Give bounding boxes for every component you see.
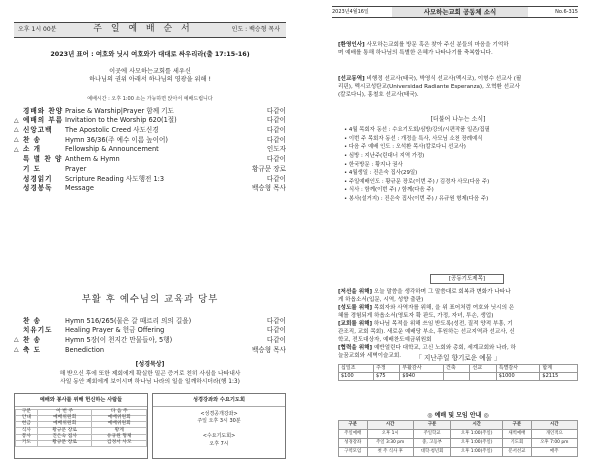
order-label: 성경봉독 xyxy=(23,184,53,193)
order-row xyxy=(14,125,286,135)
order-leader: 다같이 xyxy=(266,106,286,115)
table-cell: 오후 1시 xyxy=(367,430,413,439)
table-cell xyxy=(444,373,470,381)
bible-study-box-title: 성경강좌와 수요기도회 xyxy=(153,394,285,407)
order-row xyxy=(14,316,286,326)
table-cell: 예배위원회 xyxy=(37,415,92,421)
order-content: Invitation to the Worship 620(1절) xyxy=(65,116,177,125)
order-leader: 다같이 xyxy=(266,135,286,144)
news-list xyxy=(344,126,580,204)
table-cell: $1000 xyxy=(496,373,540,381)
table-row xyxy=(339,373,578,381)
table-cell: $940 xyxy=(400,373,444,381)
line-text: (칼로다니), 홍철호 선교사(태국). xyxy=(338,91,419,98)
table-cell: 합계 xyxy=(540,365,578,373)
text-line xyxy=(338,84,578,92)
mission-paragraph xyxy=(338,76,578,100)
order-label: 기 도 xyxy=(23,164,42,173)
welcome-paragraph xyxy=(338,42,578,58)
order-leader: 다같이 xyxy=(266,316,286,325)
meditation-verse xyxy=(14,370,286,387)
table-cell: 시간 xyxy=(367,421,413,430)
list-item: • 4월생일 : 진은숙 집사(29일) xyxy=(344,170,418,177)
info-line: 오후 7시 xyxy=(209,440,229,447)
order-leader: 백승형 목사 xyxy=(252,345,286,354)
order-row xyxy=(14,106,286,116)
order-label: 특 별 찬 양 xyxy=(23,155,63,164)
table-cell: 구역모임 xyxy=(339,448,368,457)
list-item: • 다음 주 예배 인도 : 오석환 목사(칼로다니 선교사) xyxy=(344,144,466,151)
servants-box-title: 예배와 봉사를 위해 헌신하는 사람들 xyxy=(15,394,147,407)
order-leader: 황규문 장로 xyxy=(252,164,286,173)
standing-mark: △ xyxy=(14,346,19,354)
section-tag: [저선을 위해] xyxy=(338,289,373,295)
table-cell: 건축 xyxy=(444,365,470,373)
order-content: Benediction xyxy=(65,345,105,354)
offering-table xyxy=(338,364,578,381)
order-row xyxy=(14,335,286,345)
meeting-table xyxy=(338,420,578,457)
table-cell: 오후 7:00 pm xyxy=(531,439,577,448)
closing-order-list xyxy=(14,316,286,355)
meeting-title: ◎ 예배 및 모임 안내 ◎ xyxy=(427,412,489,419)
table-row xyxy=(16,440,147,446)
line-text: 관조직, 교회 목회). 새로운 예배당 부소, 후원하는 선교지역과 선교사, 신 xyxy=(338,328,515,335)
table-cell: 이 번 주 xyxy=(37,409,92,415)
order-content: Hymn 516/265(물은 갈 때르리 의의 길을) xyxy=(65,316,192,325)
section-tag: [협력을 위해] xyxy=(338,344,373,351)
service-leader: 인도 : 백승형 목사 xyxy=(231,26,280,34)
table-cell: 구분 xyxy=(339,421,368,430)
order-leader: 다같이 xyxy=(266,336,286,345)
table-cell: 십일조 xyxy=(339,365,374,373)
table-cell: 특별감사 xyxy=(496,365,540,373)
order-label: 예배의 부름 xyxy=(23,116,64,125)
order-content: Hymn 5장(이 천지간 만물들아, 5행) xyxy=(65,336,173,345)
prayer-title-box: [공동기도제목] xyxy=(430,274,504,284)
order-row xyxy=(14,184,286,194)
standing-mark: △ xyxy=(14,126,19,134)
table-cell: 시간 xyxy=(451,421,503,430)
table-cell: $2115 xyxy=(540,373,578,381)
line-text: 비행정 선교사(태국), 박영식 선교사(멕시코), 이형수 선교사 (필 xyxy=(364,76,522,82)
text-line xyxy=(338,42,578,50)
line-text: 사모하는교회를 방문 혹은 찾아 주신 분들의 마음을 기억하 xyxy=(364,42,509,48)
text-line xyxy=(338,92,578,100)
news-header-title: 사모하는교회 공동체 소식 xyxy=(392,7,528,17)
prayer-paragraph xyxy=(338,289,578,360)
line-text: 오늘 말씀을 생각하며 그 말씀대로 회복과 변화가 나타나 xyxy=(372,289,511,295)
order-leader: 다같이 xyxy=(266,326,286,335)
list-item: • 심방 : 지난주(린대너 지역 가정) xyxy=(344,152,425,159)
table-cell: 시간 xyxy=(531,421,577,430)
info-line: 주일 오후 3시 30분 xyxy=(197,418,241,424)
section-tag: [성도를 위해] xyxy=(338,304,373,311)
order-row xyxy=(14,164,286,174)
sermon-title: 부활 후 예수님의 교육과 당부 xyxy=(81,294,219,305)
order-leader: 다같이 xyxy=(266,155,286,164)
order-content: Healing Prayer & 헌금 Offering xyxy=(65,326,165,335)
list-item: • 4월 목회자 동선 : 수요기도회/심방/강의/시편작품 일존/집필 xyxy=(344,127,490,133)
table-row xyxy=(339,430,578,439)
service-time: 오후 1시 00분 xyxy=(18,26,57,34)
list-item: • 이번 주 목회자 동선 : 개정을 특사, 사모님 소천 장례예식 xyxy=(344,135,483,142)
table-cell: 선교 xyxy=(470,365,496,373)
table-row xyxy=(339,365,578,373)
text-line xyxy=(338,345,578,353)
text-line xyxy=(338,305,578,313)
table-cell: 주일 3:30 pm xyxy=(367,439,413,448)
list-item: • 주일예배인도 : 황규문 장로(이번 주) / 김경자 사모(다음 주) xyxy=(344,178,490,185)
order-label: 소 개 xyxy=(23,145,42,154)
order-label: 찬 송 xyxy=(23,316,42,325)
section-tag: [교회를 위해] xyxy=(338,320,373,327)
order-label: 찬 송 xyxy=(23,336,42,345)
table-header-row xyxy=(339,421,578,430)
list-item: • 한국방문 : 황지나 권사 xyxy=(344,161,403,168)
text-line xyxy=(338,321,578,329)
worship-order-title: 주 일 예 배 순 서 xyxy=(93,24,193,35)
standing-mark: △ xyxy=(14,145,19,153)
table-cell: 안내 xyxy=(16,415,38,421)
order-leader: 인도자 xyxy=(266,145,286,154)
news-title: [더불어 나누는 소식] xyxy=(430,116,486,123)
text-line xyxy=(338,50,578,58)
text-line xyxy=(338,313,578,321)
table-cell: 구분 xyxy=(16,409,38,415)
servants-box xyxy=(14,393,148,459)
table-cell: 부활감사 xyxy=(400,365,444,373)
order-label: 경배와 찬양 xyxy=(23,106,64,115)
order-row xyxy=(14,145,286,155)
order-row xyxy=(14,326,286,336)
servants-table xyxy=(15,409,147,448)
table-cell: 식사 xyxy=(16,428,38,434)
order-label: 찬 송 xyxy=(23,135,42,144)
info-line: <수요기도회> xyxy=(202,433,236,439)
order-row xyxy=(14,154,286,164)
table-cell: 오후 1:00(주일) xyxy=(451,430,503,439)
table-cell: 대학·청년회 xyxy=(413,448,450,457)
order-content: Scripture Reading 사도행전 1:3 xyxy=(65,174,165,183)
table-cell: 중, 고등부 xyxy=(413,439,450,448)
bulletin-right-page xyxy=(300,0,600,464)
intro-line: 이곳에 사모하는교회를 세우신 xyxy=(109,68,191,75)
order-label: 축 도 xyxy=(23,345,42,354)
table-cell: 문서선교 xyxy=(503,448,532,457)
standing-mark: △ xyxy=(14,336,19,344)
year-motto: 2023년 표어 : 여호와 닛시 여호와가 대대로 싸우리라(출 17:15-16) xyxy=(50,50,250,58)
table-cell: 헌금 xyxy=(16,422,38,428)
table-cell: 구분 xyxy=(503,421,532,430)
section-tag: [선교동역] xyxy=(338,76,365,82)
order-row xyxy=(14,345,286,355)
table-cell: 진은숙 집사 xyxy=(37,434,92,440)
order-content: Hymn 36/36(주 예수 이름 높이어) xyxy=(65,135,168,144)
line-text: 며 예배를 통해 하나님의 특별한 은혜가 나타나기를 축복합니다. xyxy=(338,49,493,56)
order-content: Fellowship & Announcement xyxy=(65,145,159,154)
table-cell: 유규원 형제 xyxy=(92,434,147,440)
line-text: 예반얼린다 대학교, 고신 노회와 총회, 세계교회와 나라, 하 xyxy=(372,344,516,351)
intro-line: 하나님의 권위 아래서 하나님의 영광을 위해 ! xyxy=(89,76,211,84)
order-label: 치유기도 xyxy=(23,326,53,335)
table-cell: 황규문 장로 xyxy=(37,428,92,434)
table-cell: 예배위원회 xyxy=(92,415,147,421)
table-cell: 예배위원회 xyxy=(37,422,92,428)
text-line xyxy=(338,289,578,297)
verse-title: [성경묵상] xyxy=(135,361,165,368)
table-cell: $75 xyxy=(374,373,400,381)
line-text: 늘꿈교회와 세벽이슬교회. xyxy=(338,352,401,359)
verse-line: 사일 동안 제회에게 보이시며 하나님 나라의 일을 일깨하시더라(행 1:3) xyxy=(60,379,240,386)
table-row xyxy=(339,439,578,448)
order-label: 신앙고백 xyxy=(23,126,53,135)
text-line xyxy=(338,329,578,337)
table-cell: $100 xyxy=(339,373,374,381)
offering-title: 「 지난주일 향기로운 예물 」 xyxy=(415,354,501,362)
list-item: • 봉사(설거지) : 진은숙 집사(이번 주) / 유규원 형제(다음 주) xyxy=(344,196,489,203)
table-cell: 기도회 xyxy=(503,439,532,448)
line-text: 하나님 목적을 위해 쓰임 받도록(성전, 질적 양적 부흥, 기 xyxy=(372,320,513,327)
order-leader: 백승형 목사 xyxy=(252,184,286,193)
table-cell: 주정 xyxy=(374,365,400,373)
section-tag: [환영인사] xyxy=(338,42,365,48)
text-line xyxy=(338,76,578,84)
line-text: 게 하옵소서(입문, 시역, 성향 출판) xyxy=(338,296,424,303)
table-cell: 황규문 장로 xyxy=(37,440,92,446)
order-leader: 다같이 xyxy=(266,116,286,125)
news-header xyxy=(332,6,578,18)
table-cell: 첫 주 식사 후 xyxy=(367,448,413,457)
table-cell: 봉사 xyxy=(16,434,38,440)
table-cell: 주일학교 xyxy=(413,430,450,439)
table-cell: 구분 xyxy=(413,421,450,430)
standing-mark: △ xyxy=(14,136,19,144)
worship-order-header xyxy=(14,22,286,38)
info-line: <성경공개강좌> xyxy=(200,410,238,417)
table-cell: 주일예배 xyxy=(339,430,368,439)
bible-study-info xyxy=(153,407,285,449)
verse-line: 해 받으신 후에 또한 제회에게 확실한 밀곤 증거로 친히 사심을 나타내사 xyxy=(59,371,241,377)
line-text: 리핀), 멕시코성탄교(Universidad Radiante Esperanza), 오혁환 선교사 xyxy=(338,83,520,90)
table-cell: 오후 1:00(주일) xyxy=(451,439,503,448)
table-row xyxy=(339,448,578,457)
standing-mark: △ xyxy=(14,116,19,124)
table-cell: 오후 1:00(주일) xyxy=(451,448,503,457)
order-leader: 다같이 xyxy=(266,174,286,183)
order-row xyxy=(14,174,286,184)
worship-note: 예배시간 : 오후 1:00 소는 가능하면 앉아서 예배드립니다 xyxy=(87,96,213,102)
order-leader: 다같이 xyxy=(266,126,286,135)
info-line xyxy=(153,426,285,434)
order-content: Message xyxy=(65,184,94,193)
table-cell xyxy=(470,373,496,381)
text-line xyxy=(338,337,578,345)
worship-order-list xyxy=(14,106,286,193)
bulletin-number: No.6-315 xyxy=(555,8,578,15)
order-content: Praise & Warship|Prayer 함께 기도 xyxy=(65,106,174,115)
church-intro xyxy=(30,68,270,85)
line-text: 혜를 경험되게 하옵소서(영토자 확 판도, 가정, 자녀, 투손, 생업) xyxy=(338,312,494,319)
table-cell: 새벽예배 xyxy=(503,430,532,439)
list-item: • 식사 : 함께(이번 주) / 함께(다음 주) xyxy=(344,187,434,194)
table-cell: 다 음 주 xyxy=(92,409,147,415)
order-content: Anthem & Hymn xyxy=(65,155,120,164)
table-cell: 매주 xyxy=(531,448,577,457)
line-text: 목회자와 사역자를 위해, 을 위 표어처럼 여호와 닛시의 은 xyxy=(372,304,515,311)
order-content: The Apostolic Creed 사도신경 xyxy=(65,126,159,135)
table-cell: 예배위원회 xyxy=(92,422,147,428)
text-line xyxy=(338,297,578,305)
order-row xyxy=(14,116,286,126)
order-row xyxy=(14,135,286,145)
bible-study-box xyxy=(152,393,286,459)
order-label: 성경읽기 xyxy=(23,174,53,183)
table-cell: 기도 xyxy=(16,440,38,446)
table-cell: 성경강좌 xyxy=(339,439,368,448)
table-cell: 김경서 사모 xyxy=(92,440,147,446)
order-content: Prayer xyxy=(65,164,87,173)
table-cell: 개인적으 xyxy=(531,430,577,439)
line-text: 학교, 전도대상자, 예배찬도예금위원회 xyxy=(338,336,432,343)
table-cell: 황계 xyxy=(92,428,147,434)
bulletin-date: 2023년4월16일 xyxy=(332,8,369,15)
